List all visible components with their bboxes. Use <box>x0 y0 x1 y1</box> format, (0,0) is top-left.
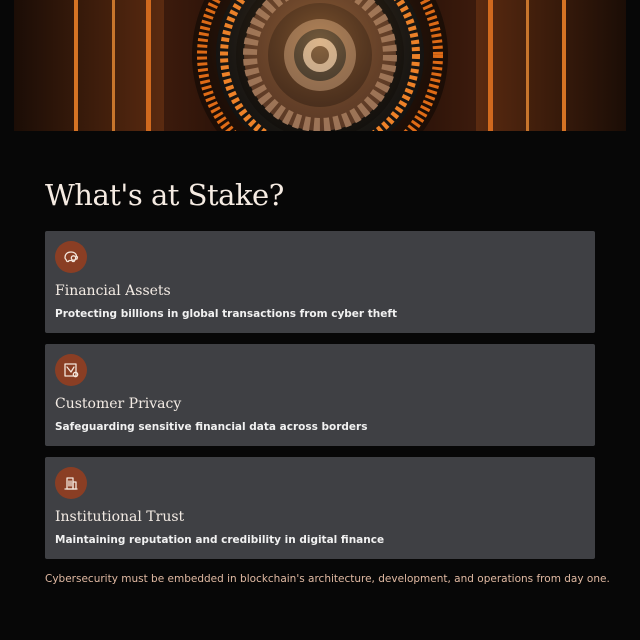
privacy-shield-icon <box>55 354 87 386</box>
institution-building-icon <box>55 467 87 499</box>
card-description: Maintaining reputation and credibility in digital finance <box>55 534 385 546</box>
piggy-bank-icon <box>55 241 87 273</box>
footer-note: Cybersecurity must be embedded in blockchain's architecture, development, and operations from day one. <box>45 573 610 585</box>
card-title: Customer Privacy <box>55 396 182 412</box>
card-description: Safeguarding sensitive financial data across borders <box>55 421 368 433</box>
stake-card-institutional-trust <box>45 457 595 559</box>
page-title: What's at Stake? <box>45 178 284 212</box>
card-title: Institutional Trust <box>55 509 185 525</box>
card-description: Protecting billions in global transactions from cyber theft <box>55 308 397 320</box>
stake-card-customer-privacy <box>45 344 595 446</box>
card-title: Financial Assets <box>55 283 171 299</box>
stake-card-financial-assets <box>45 231 595 333</box>
vault-door-image <box>14 0 626 131</box>
